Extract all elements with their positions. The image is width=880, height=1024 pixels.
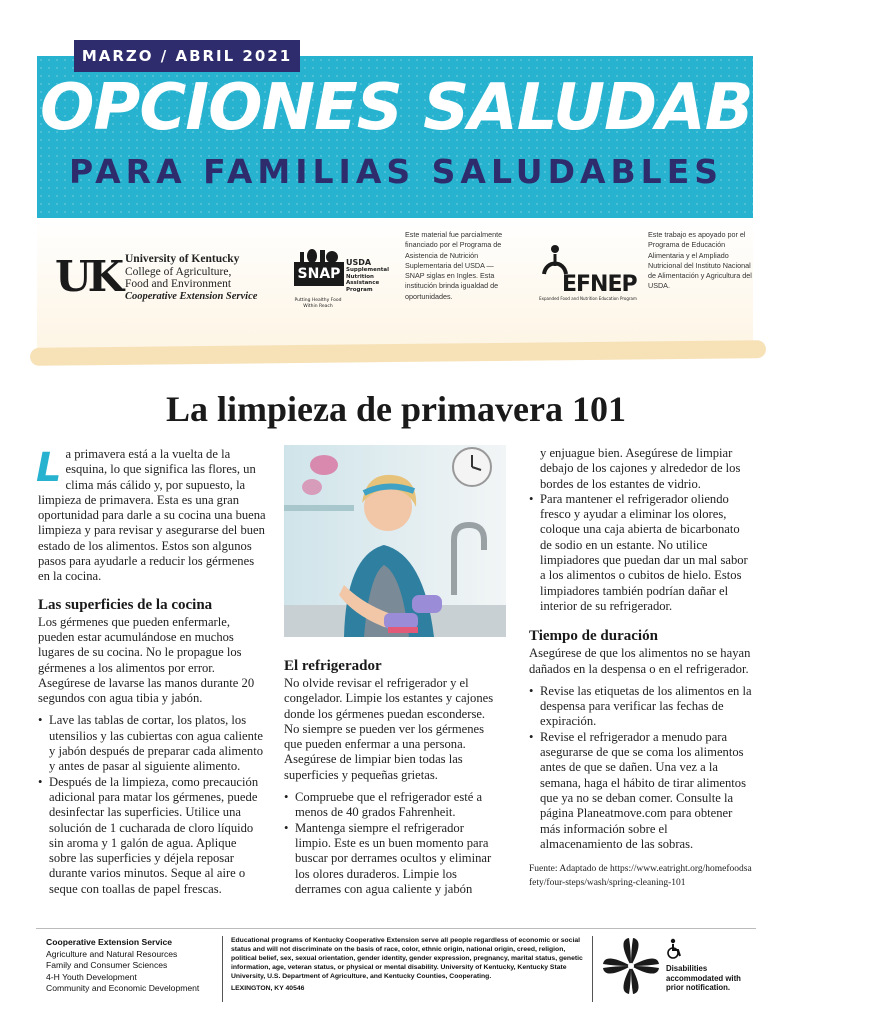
refrigerator-paragraph: No olvide revisar el refrigerador y el congelador. Limpie los estantes y cajones donde los gérmenes puedan esconderse. No siempre se pueden ver los gérmenes que pueden enfermar a una persona. Asegúrese de limpiar bien todas las superficies y pequeñas grietas. [284, 676, 494, 782]
program-line: Community and Economic Development [46, 983, 200, 993]
program-line: Cooperative Extension Service [46, 937, 173, 947]
section-heading-refrigerator: El refrigerador [284, 658, 382, 674]
efnep-tagline: Expanded Food and Nutrition Education Program [539, 296, 637, 301]
column-1 [38, 447, 266, 897]
list-item: • Mantenga siempre el refrigerador limpio. Este es un buen momento para buscar por derrames ocultos y eliminar los olores duraderos. Limpie los derrames con agua caliente y jabón [284, 821, 502, 897]
article-headline: La limpieza de primavera 101 [166, 389, 626, 429]
section-heading-duration: Tiempo de duración [529, 628, 658, 645]
section-heading-surfaces: Las superficies de la cocina [38, 596, 213, 613]
snap-tagline: Putting Healthy Food Within Reach [294, 298, 342, 309]
uk-logo: UK [55, 252, 121, 301]
program-line: Family and Consumer Sciences [46, 960, 168, 970]
uk-college-line2: Food and Environment [125, 278, 232, 290]
surfaces-list [38, 713, 266, 897]
list-item: • Después de la limpieza, como precaución adicional para matar los gérmenes, puede desinfectar las superficies. Utilice una solución de 1 cucharada de cloro líquido sin aroma y 1 galón de agua. Aplique sobre las superficies y déjela reposar durante varios minutos. Seque al aire o seque con toallas de papel frescas. [38, 775, 266, 897]
intro-text: a primavera está a la vuelta de la esquina, lo que significa las flores, un clima más cálido y, por supuesto, la limpieza de primavera. Esta es una gran oportunidad para darle a su cocina una buena limpieza y para revisar y asegurarse del buen estado de los alimentos. Estos son algunos pasos para ayudarle a reducir los gérmenes en la cocina. [38, 447, 266, 584]
column-2 [284, 657, 502, 897]
refrigerator-continued: y enjuague bien. Asegúrese de limpiar debajo de los cajones y alrededor de los bordes de los estantes de vidrio. [540, 446, 741, 491]
drop-cap: L [36, 445, 62, 491]
list-item: • Compruebe que el refrigerador esté a menos de 40 grados Fahrenheit. [284, 790, 502, 821]
duration-list [529, 684, 753, 852]
efnep-funding-statement: Este trabajo es apoyado por el Programa de Educación Alimentaria y el Ampliado Nutricional del Instituto Nacional de Alimentación y Agricultura del USDA. [648, 230, 752, 291]
issue-date: MARZO / ABRIL 2021 [74, 40, 300, 72]
uk-wordmark [125, 253, 275, 303]
uk-name: University of Kentucky [125, 253, 240, 265]
refrigerator-list [284, 790, 502, 897]
newsletter-title: OPCIONES SALUDABLES [40, 71, 880, 145]
city-address: LEXINGTON, KY 40546 [231, 985, 305, 992]
statement-text: Educational programs of Kentucky Cooperative Extension serve all people regardless of economic or social status and will not discriminate on the basis of race, color, ethnic origin, national origin, creed, religion, political belief, sex, sexual orientation, gender identity, gender expression, pregnancy, marital status, genetic information, age, veteran status, or physical or mental disability. University of Kentucky, Kentucky State University, U.S. Department of Agriculture, and Kentucky Counties, Cooperating. [231, 937, 583, 980]
intro-paragraph [38, 447, 266, 585]
program-line: Agriculture and Natural Resources [46, 948, 178, 959]
footer-separator [592, 936, 593, 1002]
extension-programs [46, 937, 216, 995]
surfaces-paragraph: Los gérmenes que pueden enfermarle, pueden estar acumulándose en muchos lugares de su cocina. No le propague los gérmenes a los alimentos por error. Asegúrese de lavarse las manos durante 20 segundos con agua tibia y jabón. [38, 614, 255, 706]
efnep-logo: EFNEP [562, 272, 637, 297]
refrigerator-list-continued [529, 492, 753, 614]
snap-funding-statement: Este material fue parcialmente financiado por el Programa de Asistencia de Nutrición Suplementaria del USDA — SNAP siglas en Ingles. Esta institución brinda igualdad de oportunidades. [405, 230, 503, 301]
wheelchair-icon [666, 938, 684, 960]
duration-paragraph: Asegúrese de que los alimentos no se hayan dañados en la despensa o en el refrigerador. [529, 646, 751, 676]
newsletter-subtitle: PARA FAMILIAS SALUDABLES [68, 152, 724, 191]
usda-label: USDA [346, 258, 372, 267]
uk-extension: Cooperative Extension Service [125, 290, 258, 302]
four-h-clover-icon [601, 936, 661, 998]
nondiscrimination-statement [231, 936, 586, 993]
snap-logo: SNAP [294, 262, 344, 286]
footer-divider [36, 928, 756, 929]
program-line: 4-H Youth Development [46, 971, 137, 982]
uk-college-line1: College of Agriculture, [125, 265, 232, 278]
list-item: • Lave las tablas de cortar, los platos, los utensilios y las cubiertas con agua caliente y jabón después de preparar cada alimento y antes de pasar al siguiente alimento. [38, 713, 266, 774]
column-3 [529, 446, 753, 890]
list-item: • Para mantener el refrigerador oliendo fresco y ayudar a eliminar los olores, coloque una caja abierta de bicarbonato de sodio en un estante. No utilice limpiadores que puedan dar un mal sabor a los alimentos o cubitos de hielo. Estos limpiadores también podrían dañar el interior de su refrigerador. [529, 492, 753, 614]
list-item: • Revise las etiquetas de los alimentos en la despensa para verificar las fechas de expiración. [529, 684, 753, 730]
snap-description: Supplemental Nutrition Assistance Program [346, 267, 389, 293]
disabilities-notice: Disabilities accommodated with prior notification. [666, 964, 741, 992]
footer-separator [222, 936, 223, 1002]
source-citation: Fuente: Adaptado de https://www.eatright.org/homefoodsafety/four-steps/wash/spring-cleaning-101 [529, 864, 752, 889]
usda-snap-label [346, 258, 398, 293]
list-item: • Revise el refrigerador a menudo para asegurarse de que se coma los alimentos antes de que se dañen. Una vez a la semana, haga el hábito de tirar alimentos que ya no se deban comer. Consulte la página Planeatmove.com para obtener más información sobre el almacenamiento de las sobras. [529, 730, 753, 852]
cleaning-woman-photo [284, 445, 506, 637]
